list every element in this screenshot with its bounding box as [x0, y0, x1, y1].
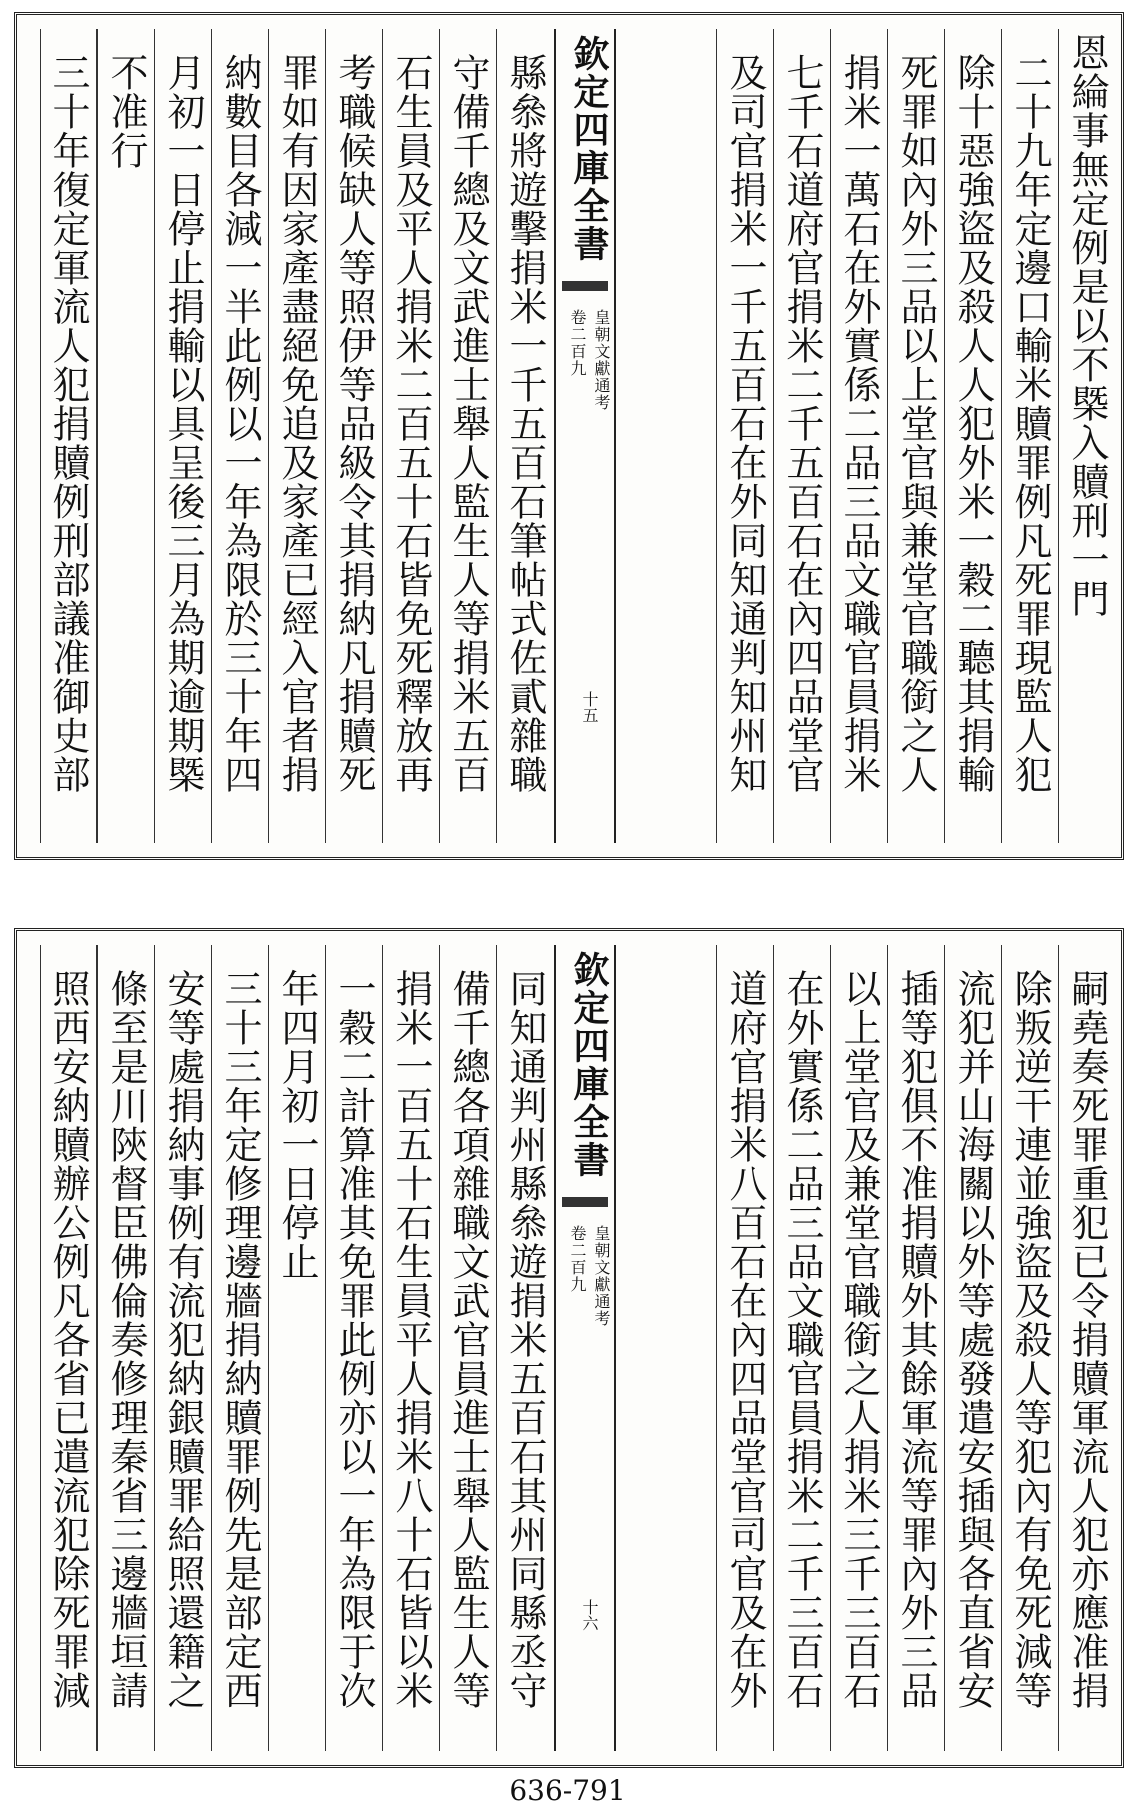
text-column	[716, 945, 773, 1751]
column-text: 月初一日停止捐輸以具呈後三月為期逾期槩	[161, 53, 205, 794]
text-column	[716, 29, 773, 843]
spine-book-title: 皇朝文獻通考	[592, 309, 611, 411]
page-reference: 636-791	[509, 1774, 626, 1807]
column-text: 死罪如內外三品以上堂官與兼堂官職銜之人	[894, 53, 938, 794]
column-text: 捐米一百五十石生員平人捐米八十石皆以米	[389, 969, 433, 1710]
column-text: 插等犯俱不准捐贖外其餘軍流等罪內外三品	[894, 969, 938, 1710]
column-text: 備千總各項雜職文武官員進士舉人監生人等	[446, 969, 490, 1710]
bottom-columns	[25, 945, 1113, 1751]
column-text: 七千石道府官捐米二千五百石在內四品堂官	[780, 53, 824, 794]
text-column	[830, 29, 887, 843]
text-column	[944, 29, 1001, 843]
top-columns	[25, 29, 1113, 843]
column-text: 不准行	[104, 53, 148, 170]
column-text: 道府官捐米八百石在內四品堂官司官及在外	[723, 969, 767, 1710]
column-text: 嗣堯奏死罪重犯已令捐贖軍流人犯亦應准捐	[1065, 969, 1109, 1710]
spine-volume: 卷二百九	[568, 309, 587, 377]
center-spine	[554, 29, 616, 843]
top-page	[14, 12, 1124, 860]
spine-page-number: 十五	[580, 691, 599, 723]
text-column	[944, 945, 1001, 1751]
text-column	[887, 29, 944, 843]
column-text: 照西安納贖辦公例凡各省已遣流犯除死罪減	[46, 969, 90, 1710]
column-text: 安等處捐納事例有流犯納銀贖罪給照還籍之	[161, 969, 205, 1710]
text-column	[154, 29, 211, 843]
text-column	[268, 945, 325, 1751]
text-column	[439, 29, 496, 843]
spine-book-title: 皇朝文獻通考	[592, 1225, 611, 1327]
column-text: 納數目各減一半此例以一年為限於三十年四	[218, 53, 262, 794]
column-text: 除叛逆干連並強盜及殺人等犯內有免死減等	[1008, 969, 1052, 1710]
column-text: 石生員及平人捐米二百五十石皆免死釋放再	[389, 53, 433, 794]
column-text: 年四月初一日停止	[275, 969, 319, 1281]
column-text: 流犯并山海關以外等處發遣安插與各直省安	[951, 969, 995, 1710]
text-column	[382, 29, 439, 843]
column-text: 守備千總及文武進士舉人監生人等捐米五百	[446, 53, 490, 794]
text-column	[325, 945, 382, 1751]
text-column	[1001, 945, 1058, 1751]
column-text: 以上堂官及兼堂官職銜之人捐米三千三百石	[837, 969, 881, 1710]
column-text: 一穀二計算准其免罪此例亦以一年為限于次	[332, 969, 376, 1710]
text-column	[97, 29, 154, 843]
text-column	[211, 29, 268, 843]
column-text: 二十九年定邊口輸米贖罪例凡死罪現監人犯	[1008, 53, 1052, 794]
spine-band	[562, 1197, 608, 1207]
column-text: 條至是川陝督臣佛倫奏修理秦省三邊牆垣請	[104, 969, 148, 1710]
center-spine	[554, 945, 616, 1751]
column-text: 考職候缺人等照伊等品級令其捐納凡捐贖死	[332, 53, 376, 794]
text-column	[887, 945, 944, 1751]
column-text: 罪如有因家產盡絕免追及家產已經入官者捐	[275, 53, 319, 794]
text-column	[325, 29, 382, 843]
text-column	[268, 29, 325, 843]
spine-title: 欽定四庫全書	[568, 951, 610, 1179]
text-column	[382, 945, 439, 1751]
text-column	[773, 29, 830, 843]
column-text: 同知通判州縣叅遊捐米五百石其州同縣丞守	[503, 969, 547, 1710]
column-text: 三十年復定軍流人犯捐贖例刑部議准御史部	[46, 53, 90, 794]
text-column	[154, 945, 211, 1751]
text-column	[1058, 945, 1115, 1751]
column-text: 縣叅將遊擊捐米一千五百石筆帖式佐貳雜職	[503, 53, 547, 794]
text-column	[97, 945, 154, 1751]
text-column	[496, 945, 553, 1751]
bottom-page	[14, 928, 1124, 1768]
text-column	[40, 945, 97, 1751]
text-column	[773, 945, 830, 1751]
text-column	[211, 945, 268, 1751]
column-text: 三十三年定修理邊牆捐納贖罪例先是部定西	[218, 969, 262, 1710]
spine-band	[562, 281, 608, 291]
text-column	[1058, 29, 1115, 843]
text-column	[40, 29, 97, 843]
column-text: 及司官捐米一千五百石在外同知通判知州知	[723, 53, 767, 794]
text-column	[439, 945, 496, 1751]
text-column	[1001, 29, 1058, 843]
column-text: 捐米一萬石在外實係二品三品文職官員捐米	[837, 53, 881, 794]
column-text: 在外實係二品三品文職官員捐米二千三百石	[780, 969, 824, 1710]
spine-page-number: 十六	[580, 1599, 599, 1631]
column-text: 除十惡強盜及殺人人犯外米一穀二聽其捐輸	[951, 53, 995, 794]
text-column	[830, 945, 887, 1751]
text-column	[496, 29, 553, 843]
column-text: 恩綸事無定例是以不槩入贖刑一門	[1065, 33, 1109, 618]
spine-volume: 卷二百九	[568, 1225, 587, 1293]
spine-title: 欽定四庫全書	[568, 35, 610, 263]
